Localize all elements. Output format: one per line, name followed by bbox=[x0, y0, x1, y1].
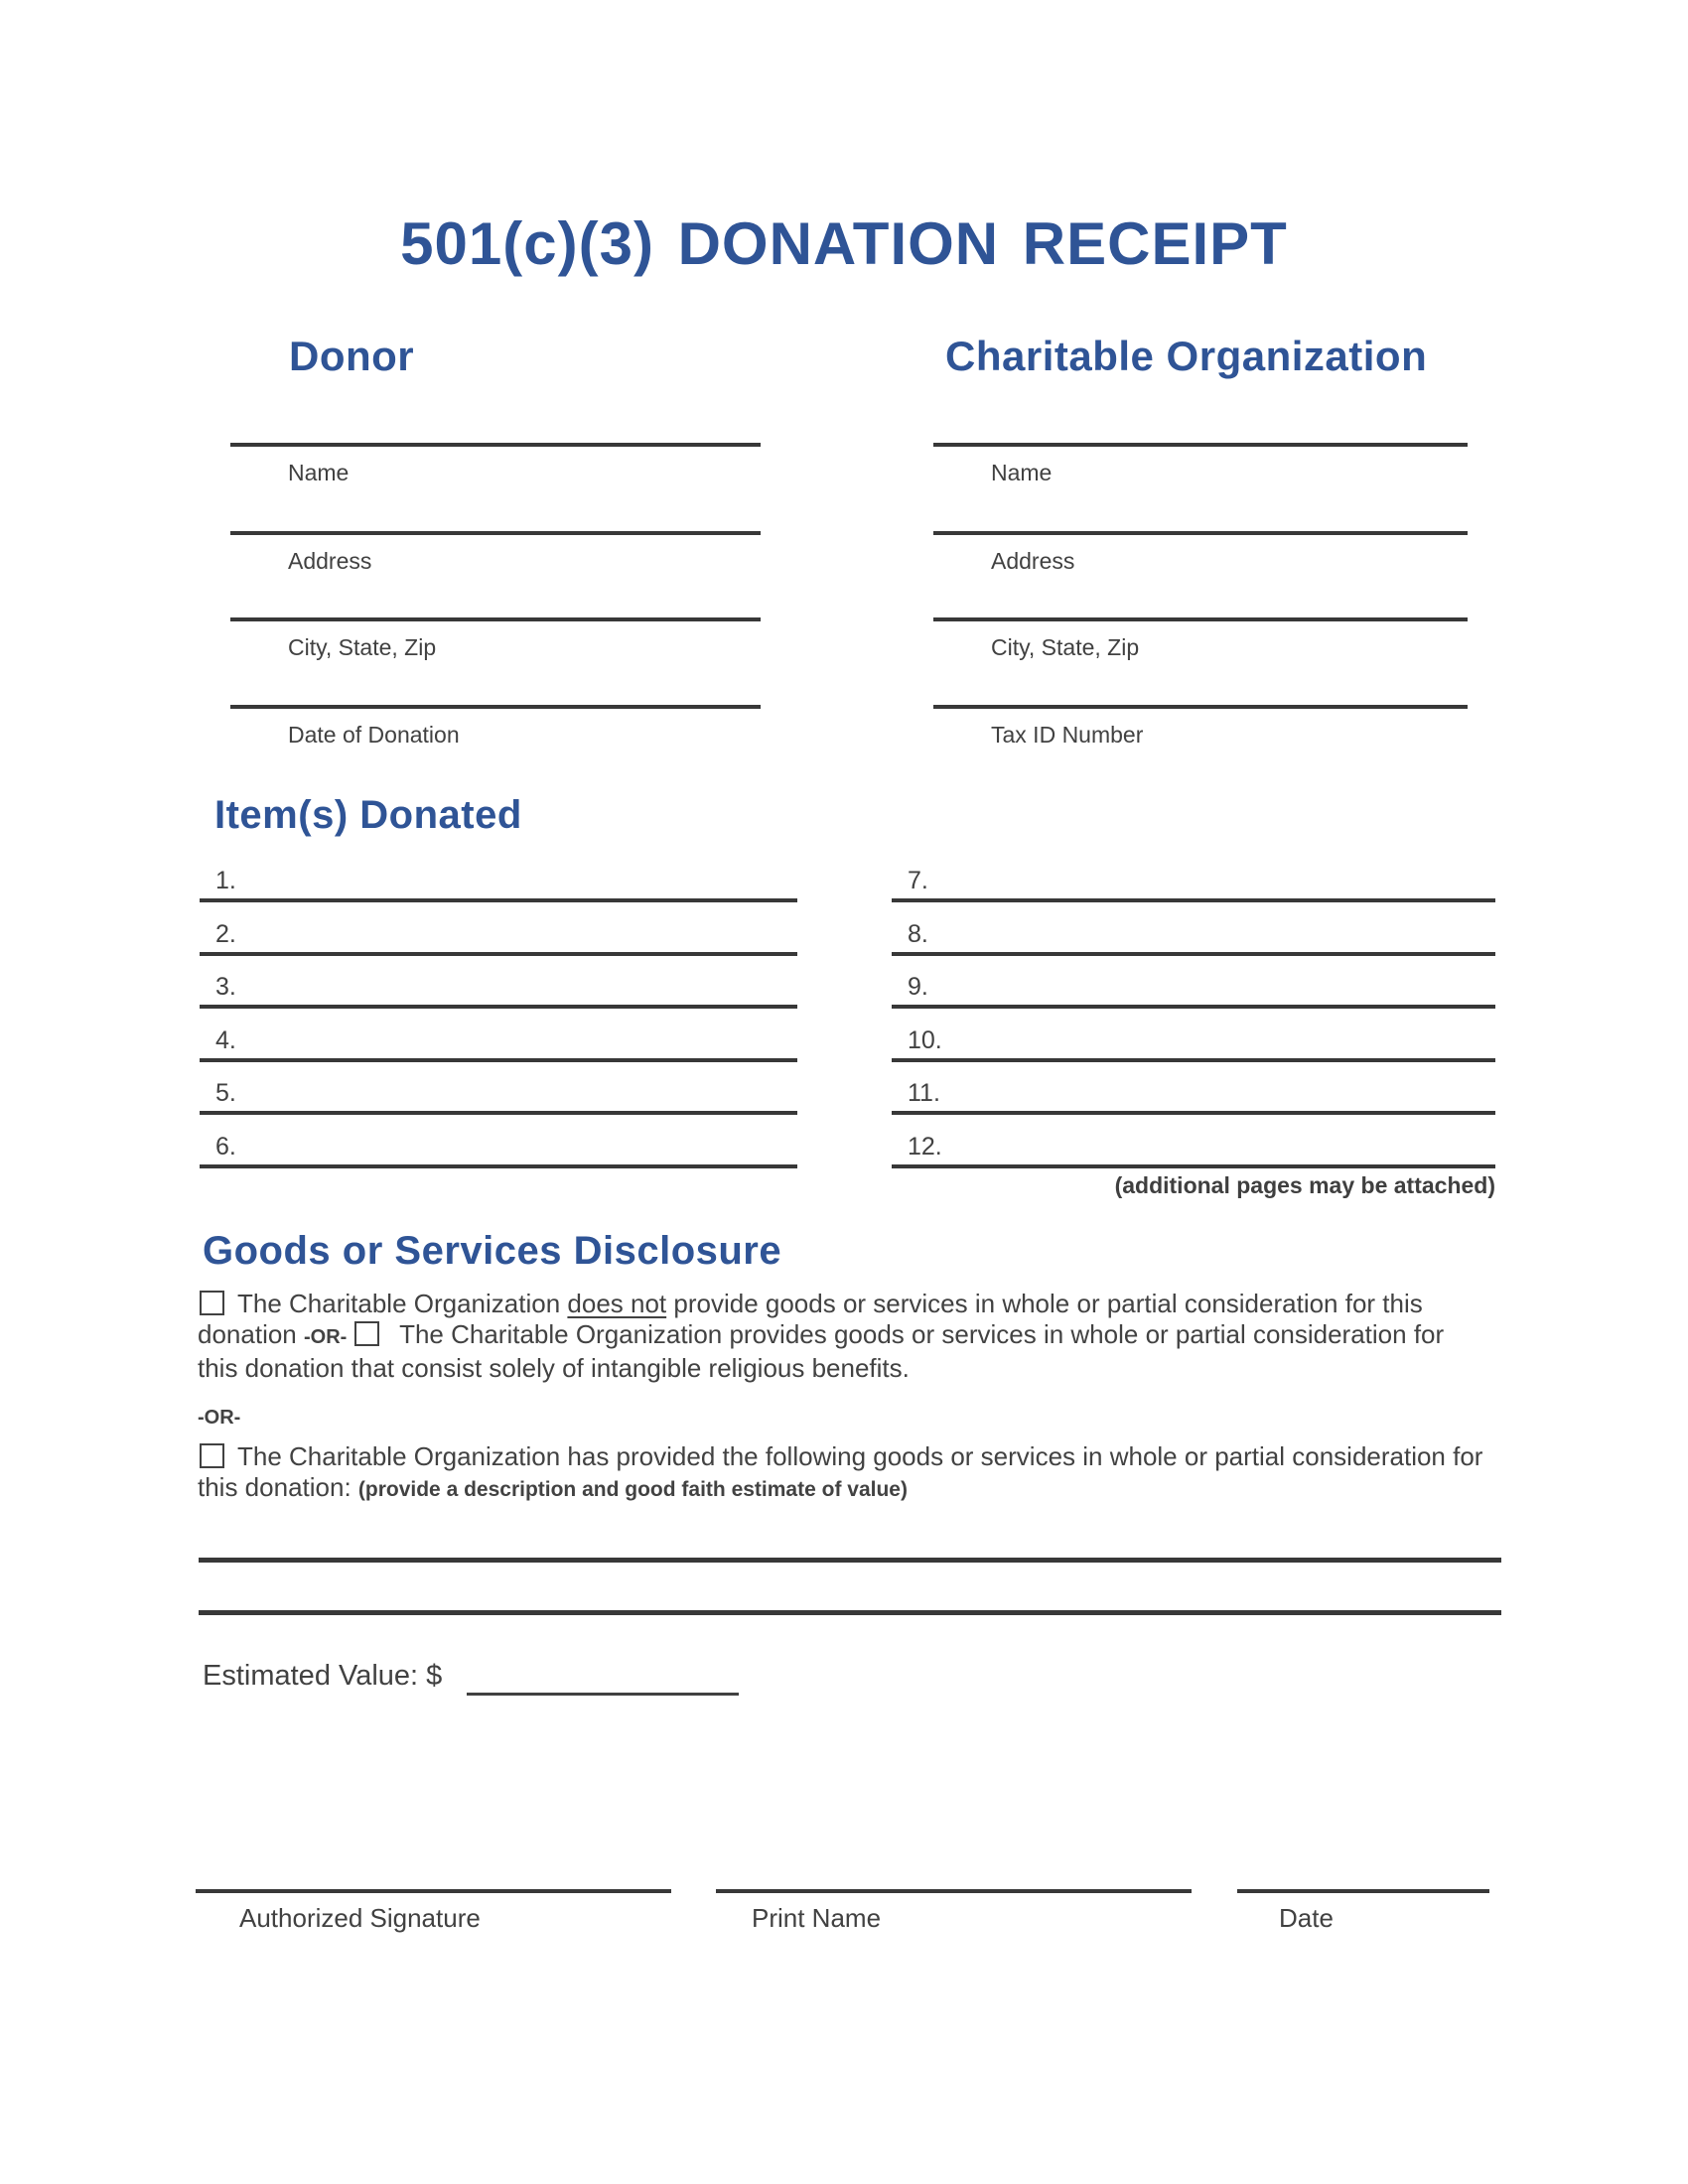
organization-name-field[interactable] bbox=[933, 443, 1468, 486]
or-inline-text: -OR- bbox=[303, 1326, 348, 1348]
print-name-label: Print Name bbox=[752, 1903, 882, 1933]
item-line-4[interactable] bbox=[200, 1027, 797, 1062]
estimated-value-field[interactable] bbox=[467, 1693, 739, 1696]
items-donated-heading: Item(s) Donated bbox=[214, 793, 522, 837]
goods-provided-checkbox[interactable] bbox=[200, 1443, 224, 1468]
donor-date-of-donation-field[interactable] bbox=[230, 705, 761, 749]
item-line-12[interactable] bbox=[892, 1134, 1495, 1168]
authorized-signature-label: Authorized Signature bbox=[239, 1903, 481, 1933]
disclosure-paragraph-1 bbox=[198, 1289, 1488, 1384]
item-number: 10. bbox=[908, 1026, 942, 1054]
item-number: 6. bbox=[215, 1133, 236, 1160]
disclosure-heading: Goods or Services Disclosure bbox=[203, 1229, 782, 1273]
item-number: 11. bbox=[908, 1079, 940, 1107]
additional-pages-note: (additional pages may be attached) bbox=[1114, 1172, 1495, 1198]
item-number: 4. bbox=[215, 1026, 236, 1054]
donor-city-state-zip-label: City, State, Zip bbox=[288, 634, 437, 660]
item-line-6[interactable] bbox=[200, 1134, 797, 1168]
does-not-provide-checkbox[interactable] bbox=[200, 1291, 224, 1315]
date-label: Date bbox=[1279, 1903, 1334, 1933]
donor-address-field[interactable] bbox=[230, 531, 761, 575]
item-number: 2. bbox=[215, 920, 236, 948]
disclosure-text: The Charitable Organization bbox=[237, 1289, 568, 1318]
authorized-signature-field[interactable] bbox=[196, 1889, 671, 1934]
or-separator-text: -OR- bbox=[198, 1407, 241, 1429]
item-line-10[interactable] bbox=[892, 1027, 1495, 1062]
item-line-8[interactable] bbox=[892, 921, 1495, 956]
item-number: 1. bbox=[215, 867, 236, 894]
item-line-1[interactable] bbox=[200, 868, 797, 902]
organization-address-field[interactable] bbox=[933, 531, 1468, 575]
item-number: 12. bbox=[908, 1133, 942, 1160]
item-number: 8. bbox=[908, 920, 928, 948]
description-line-2[interactable] bbox=[199, 1610, 1501, 1615]
description-line-1[interactable] bbox=[199, 1558, 1501, 1563]
organization-address-label: Address bbox=[991, 548, 1075, 574]
item-number: 5. bbox=[215, 1079, 236, 1107]
estimated-value-label: Estimated Value: $ bbox=[203, 1660, 443, 1692]
item-line-2[interactable] bbox=[200, 921, 797, 956]
does-not-underlined-text: does not bbox=[567, 1289, 667, 1318]
disclosure-text: The Charitable Organization has provided the following goods or services in whole or partial consideration for this donation: bbox=[198, 1441, 1483, 1502]
item-number: 7. bbox=[908, 867, 928, 894]
donor-section-heading: Donor bbox=[289, 333, 415, 379]
disclosure-text: The Charitable Organization provides goods or services in whole or partial consideration for this donation that consist solely of intangible religious benefits. bbox=[198, 1319, 1445, 1383]
organization-name-label: Name bbox=[991, 460, 1053, 485]
donor-city-state-zip-field[interactable] bbox=[230, 617, 761, 661]
donor-address-label: Address bbox=[288, 548, 372, 574]
page-title: 501(c)(3) DONATION RECEIPT bbox=[400, 210, 1288, 277]
donor-name-field[interactable] bbox=[230, 443, 761, 486]
disclosure-paragraph-2 bbox=[198, 1441, 1488, 1505]
print-name-field[interactable] bbox=[716, 1889, 1192, 1934]
item-line-11[interactable] bbox=[892, 1080, 1495, 1115]
organization-tax-id-field[interactable] bbox=[933, 705, 1468, 749]
donor-date-of-donation-label: Date of Donation bbox=[288, 722, 460, 748]
organization-section-heading: Charitable Organization bbox=[945, 333, 1428, 379]
description-instruction-note: (provide a description and good faith estimate of value) bbox=[357, 1478, 908, 1501]
item-line-3[interactable] bbox=[200, 974, 797, 1009]
item-number: 3. bbox=[215, 973, 236, 1001]
item-line-5[interactable] bbox=[200, 1080, 797, 1115]
organization-city-state-zip-label: City, State, Zip bbox=[991, 634, 1140, 660]
item-line-7[interactable] bbox=[892, 868, 1495, 902]
disclosure-text: provide goods or services in whole or partial consideration for this donation bbox=[198, 1289, 1423, 1349]
intangible-benefits-checkbox[interactable] bbox=[354, 1321, 379, 1346]
donor-name-label: Name bbox=[288, 460, 350, 485]
date-field[interactable] bbox=[1237, 1889, 1489, 1934]
item-number: 9. bbox=[908, 973, 928, 1001]
organization-city-state-zip-field[interactable] bbox=[933, 617, 1468, 661]
item-line-9[interactable] bbox=[892, 974, 1495, 1009]
organization-tax-id-label: Tax ID Number bbox=[991, 722, 1144, 748]
